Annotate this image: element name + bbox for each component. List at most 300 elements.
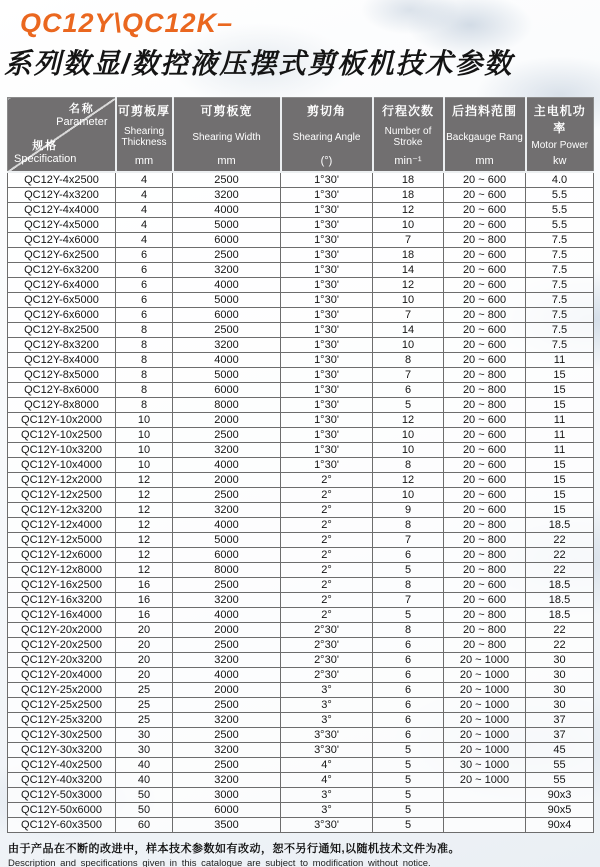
col-header-shearing-thickness [116, 98, 173, 173]
value-cell: 20 [116, 668, 173, 683]
value-cell: 11 [526, 443, 594, 458]
spec-row [8, 503, 594, 518]
value-cell: 3200 [173, 338, 281, 353]
value-cell: 7.5 [526, 278, 594, 293]
value-cell: 22 [526, 623, 594, 638]
value-cell: 20 ~ 1000 [444, 668, 526, 683]
value-cell: 20 ~ 1000 [444, 683, 526, 698]
value-cell: 8 [116, 338, 173, 353]
value-cell: 5 [373, 398, 444, 413]
value-cell: 20 ~ 600 [444, 263, 526, 278]
value-cell: 3200 [173, 773, 281, 788]
model-cell: QC12Y-6x3200 [8, 263, 116, 278]
model-cell: QC12Y-50x6000 [8, 803, 116, 818]
model-cell: QC12Y-12x6000 [8, 548, 116, 563]
value-cell: 1°30' [281, 278, 373, 293]
col-3-cn: 行程次数 [381, 104, 434, 118]
model-cell: QC12Y-50x3000 [8, 788, 116, 803]
value-cell: 18.5 [526, 578, 594, 593]
value-cell: 14 [373, 263, 444, 278]
value-cell: 2° [281, 473, 373, 488]
value-cell: 60 [116, 818, 173, 833]
value-cell: 8 [116, 398, 173, 413]
spec-row [8, 172, 594, 188]
value-cell: 12 [373, 278, 444, 293]
value-cell: 3° [281, 698, 373, 713]
value-cell: 2500 [173, 638, 281, 653]
spec-row [8, 698, 594, 713]
value-cell: 20 ~ 800 [444, 638, 526, 653]
model-cell: QC12Y-4x2500 [8, 172, 116, 188]
col-1-cn: 可剪板宽 [200, 104, 253, 118]
spec-row [8, 443, 594, 458]
value-cell: 3200 [173, 713, 281, 728]
model-cell: QC12Y-10x2000 [8, 413, 116, 428]
col-3-unit: min⁻¹ [394, 155, 422, 167]
value-cell: 4000 [173, 668, 281, 683]
value-cell: 20 ~ 1000 [444, 743, 526, 758]
value-cell: 20 ~ 600 [444, 293, 526, 308]
corner-specification-en: Specification [14, 153, 77, 165]
spec-row [8, 233, 594, 248]
value-cell: 18.5 [526, 518, 594, 533]
value-cell: 1°30' [281, 383, 373, 398]
value-cell: 3°30' [281, 728, 373, 743]
model-cell: QC12Y-10x4000 [8, 458, 116, 473]
model-cell: QC12Y-12x3200 [8, 503, 116, 518]
value-cell: 7 [373, 593, 444, 608]
value-cell: 20 ~ 600 [444, 188, 526, 203]
value-cell: 18.5 [526, 593, 594, 608]
value-cell: 8000 [173, 563, 281, 578]
value-cell: 20 [116, 653, 173, 668]
value-cell: 90x4 [526, 818, 594, 833]
spec-row [8, 683, 594, 698]
value-cell: 7.5 [526, 248, 594, 263]
corner-parameter-en: Parameter [56, 116, 108, 128]
value-cell: 10 [373, 428, 444, 443]
value-cell: 15 [526, 458, 594, 473]
value-cell: 7.5 [526, 323, 594, 338]
value-cell: 25 [116, 713, 173, 728]
value-cell: 4 [116, 233, 173, 248]
col-header-shearing-width [173, 98, 281, 173]
spec-row [8, 758, 594, 773]
value-cell: 20 [116, 623, 173, 638]
value-cell: 20 ~ 600 [444, 578, 526, 593]
value-cell: 4000 [173, 458, 281, 473]
value-cell: 20 ~ 600 [444, 172, 526, 188]
value-cell: 10 [116, 443, 173, 458]
model-cell: QC12Y-16x4000 [8, 608, 116, 623]
value-cell: 10 [373, 293, 444, 308]
spec-row [8, 668, 594, 683]
value-cell: 4 [116, 218, 173, 233]
value-cell: 30 [116, 743, 173, 758]
value-cell: 10 [373, 443, 444, 458]
value-cell: 8 [373, 353, 444, 368]
corner-specification-label [14, 140, 76, 166]
value-cell: 2500 [173, 172, 281, 188]
value-cell: 20 ~ 600 [444, 248, 526, 263]
model-cell: QC12Y-10x3200 [8, 443, 116, 458]
col-4-unit: mm [475, 155, 494, 167]
model-cell: QC12Y-8x5000 [8, 368, 116, 383]
value-cell: 18 [373, 188, 444, 203]
value-cell: 6000 [173, 803, 281, 818]
value-cell: 2°30' [281, 668, 373, 683]
value-cell: 20 ~ 800 [444, 563, 526, 578]
value-cell: 7.5 [526, 233, 594, 248]
value-cell: 5 [373, 743, 444, 758]
spec-row [8, 383, 594, 398]
value-cell: 20 ~ 1000 [444, 728, 526, 743]
value-cell: 3°30' [281, 743, 373, 758]
spec-row [8, 338, 594, 353]
value-cell: 2500 [173, 323, 281, 338]
value-cell: 2°30' [281, 638, 373, 653]
value-cell: 15 [526, 398, 594, 413]
value-cell: 12 [116, 518, 173, 533]
value-cell: 8 [373, 518, 444, 533]
value-cell: 6000 [173, 383, 281, 398]
value-cell: 6 [116, 293, 173, 308]
value-cell: 6 [373, 698, 444, 713]
value-cell: 10 [116, 458, 173, 473]
model-cell: QC12Y-12x2500 [8, 488, 116, 503]
value-cell: 5.5 [526, 203, 594, 218]
spec-row [8, 788, 594, 803]
value-cell: 2° [281, 518, 373, 533]
value-cell: 12 [116, 488, 173, 503]
value-cell: 10 [373, 488, 444, 503]
value-cell: 20 ~ 800 [444, 368, 526, 383]
value-cell: 4000 [173, 353, 281, 368]
spec-table [7, 97, 594, 833]
value-cell: 30 [526, 683, 594, 698]
value-cell: 3° [281, 788, 373, 803]
value-cell: 20 ~ 1000 [444, 713, 526, 728]
value-cell: 16 [116, 593, 173, 608]
value-cell: 18 [373, 248, 444, 263]
value-cell: 55 [526, 758, 594, 773]
value-cell: 20 ~ 600 [444, 323, 526, 338]
model-cell: QC12Y-12x8000 [8, 563, 116, 578]
value-cell: 20 ~ 600 [444, 593, 526, 608]
model-cell: QC12Y-25x2500 [8, 698, 116, 713]
col-5-cn: 主电机功率 [533, 104, 586, 135]
model-cell: QC12Y-20x4000 [8, 668, 116, 683]
value-cell: 20 ~ 800 [444, 533, 526, 548]
col-2-unit: (°) [320, 155, 333, 167]
model-cell: QC12Y-40x3200 [8, 773, 116, 788]
col-0-unit: mm [134, 155, 154, 167]
model-cell: QC12Y-25x2000 [8, 683, 116, 698]
value-cell [444, 788, 526, 803]
spec-row [8, 563, 594, 578]
value-cell: 6 [373, 713, 444, 728]
value-cell: 20 ~ 600 [444, 353, 526, 368]
value-cell: 20 ~ 600 [444, 278, 526, 293]
value-cell: 3200 [173, 443, 281, 458]
value-cell: 2° [281, 578, 373, 593]
value-cell: 4° [281, 773, 373, 788]
footer-note-cn: 由于产品在不断的改进中，样本技术参数如有改动，恕不另行通知,以随机技术文件为准。 [8, 843, 461, 855]
spec-row [8, 488, 594, 503]
value-cell: 20 ~ 600 [444, 503, 526, 518]
model-cell: QC12Y-8x2500 [8, 323, 116, 338]
value-cell: 3°30' [281, 818, 373, 833]
value-cell: 5000 [173, 533, 281, 548]
value-cell: 1°30' [281, 338, 373, 353]
value-cell: 7.5 [526, 293, 594, 308]
model-cell: QC12Y-12x5000 [8, 533, 116, 548]
spec-row [8, 218, 594, 233]
value-cell: 20 ~ 1000 [444, 773, 526, 788]
model-cell: QC12Y-30x3200 [8, 743, 116, 758]
corner-header-cell [8, 98, 116, 173]
spec-table-body [8, 172, 594, 833]
value-cell: 8 [373, 458, 444, 473]
spec-row [8, 353, 594, 368]
page-subtitle: 系列数显/数控液压摆式剪板机技术参数 [4, 48, 514, 79]
value-cell: 1°30' [281, 458, 373, 473]
value-cell: 12 [373, 413, 444, 428]
spec-row [8, 473, 594, 488]
model-cell: QC12Y-40x2500 [8, 758, 116, 773]
model-cell: QC12Y-16x2500 [8, 578, 116, 593]
value-cell: 6000 [173, 548, 281, 563]
col-2-en: Shearing Angle [292, 131, 361, 143]
col-1-en: Shearing Width [192, 131, 261, 143]
value-cell: 20 ~ 600 [444, 218, 526, 233]
value-cell: 3° [281, 683, 373, 698]
value-cell: 30 ~ 1000 [444, 758, 526, 773]
value-cell: 22 [526, 638, 594, 653]
value-cell: 15 [526, 368, 594, 383]
series-title: QC12Y\QC12K– [20, 8, 234, 38]
value-cell: 5 [373, 758, 444, 773]
value-cell: 40 [116, 758, 173, 773]
model-cell: QC12Y-4x6000 [8, 233, 116, 248]
value-cell: 12 [373, 473, 444, 488]
value-cell: 1°30' [281, 203, 373, 218]
value-cell: 20 [116, 638, 173, 653]
value-cell: 1°30' [281, 398, 373, 413]
value-cell: 6000 [173, 308, 281, 323]
value-cell: 1°30' [281, 188, 373, 203]
value-cell [444, 803, 526, 818]
value-cell: 2° [281, 533, 373, 548]
value-cell: 2500 [173, 248, 281, 263]
value-cell: 2° [281, 563, 373, 578]
value-cell: 50 [116, 788, 173, 803]
spec-row [8, 428, 594, 443]
value-cell: 25 [116, 698, 173, 713]
value-cell: 15 [526, 488, 594, 503]
col-5-en: Motor Power [531, 140, 589, 151]
spec-row [8, 548, 594, 563]
value-cell: 20 ~ 800 [444, 608, 526, 623]
value-cell: 5000 [173, 368, 281, 383]
value-cell: 18.5 [526, 608, 594, 623]
spec-row [8, 203, 594, 218]
value-cell: 1°30' [281, 233, 373, 248]
value-cell: 10 [373, 218, 444, 233]
value-cell: 10 [116, 413, 173, 428]
spec-row [8, 653, 594, 668]
value-cell: 5000 [173, 218, 281, 233]
value-cell: 11 [526, 353, 594, 368]
col-header-number-of-stroke [373, 98, 444, 173]
model-cell: QC12Y-6x4000 [8, 278, 116, 293]
value-cell: 20 ~ 800 [444, 308, 526, 323]
value-cell: 3500 [173, 818, 281, 833]
value-cell: 90x3 [526, 788, 594, 803]
spec-row [8, 518, 594, 533]
value-cell: 1°30' [281, 368, 373, 383]
corner-specification-cn: 规格 [32, 140, 59, 152]
value-cell: 6000 [173, 233, 281, 248]
value-cell: 16 [116, 608, 173, 623]
value-cell: 2500 [173, 578, 281, 593]
value-cell: 20 ~ 600 [444, 338, 526, 353]
value-cell: 5.5 [526, 218, 594, 233]
value-cell: 20 ~ 1000 [444, 698, 526, 713]
model-cell: QC12Y-12x2000 [8, 473, 116, 488]
value-cell: 4° [281, 758, 373, 773]
value-cell: 22 [526, 533, 594, 548]
value-cell: 1°30' [281, 263, 373, 278]
value-cell: 8000 [173, 398, 281, 413]
value-cell: 20 ~ 800 [444, 623, 526, 638]
value-cell: 30 [526, 698, 594, 713]
spec-row [8, 458, 594, 473]
value-cell: 1°30' [281, 248, 373, 263]
value-cell: 8 [116, 353, 173, 368]
value-cell: 4000 [173, 518, 281, 533]
model-cell: QC12Y-8x3200 [8, 338, 116, 353]
value-cell: 1°30' [281, 293, 373, 308]
value-cell: 4 [116, 203, 173, 218]
value-cell: 30 [526, 668, 594, 683]
value-cell: 90x5 [526, 803, 594, 818]
value-cell: 6 [373, 638, 444, 653]
spec-row [8, 248, 594, 263]
value-cell: 22 [526, 563, 594, 578]
value-cell: 20 ~ 600 [444, 458, 526, 473]
value-cell: 20 ~ 600 [444, 428, 526, 443]
col-header-motor-power [526, 98, 594, 173]
value-cell: 1°30' [281, 172, 373, 188]
model-cell: QC12Y-60x3500 [8, 818, 116, 833]
value-cell: 4000 [173, 278, 281, 293]
model-cell: QC12Y-12x4000 [8, 518, 116, 533]
value-cell: 5 [373, 773, 444, 788]
value-cell: 6 [116, 248, 173, 263]
corner-parameter-label [56, 103, 107, 129]
value-cell: 4000 [173, 203, 281, 218]
value-cell: 6 [373, 548, 444, 563]
spec-row [8, 803, 594, 818]
spec-row [8, 728, 594, 743]
model-cell: QC12Y-8x8000 [8, 398, 116, 413]
spec-row [8, 638, 594, 653]
value-cell: 30 [526, 653, 594, 668]
value-cell: 18 [373, 172, 444, 188]
model-cell: QC12Y-6x5000 [8, 293, 116, 308]
footer-note [8, 840, 592, 867]
value-cell: 2000 [173, 473, 281, 488]
footer-note-en: Description and specifications given in this catalogue are subject to modification without notice. [8, 858, 431, 867]
value-cell: 20 ~ 600 [444, 203, 526, 218]
value-cell: 1°30' [281, 428, 373, 443]
value-cell: 1°30' [281, 308, 373, 323]
value-cell: 7.5 [526, 263, 594, 278]
value-cell: 8 [373, 578, 444, 593]
model-cell: QC12Y-8x6000 [8, 383, 116, 398]
model-cell: QC12Y-4x5000 [8, 218, 116, 233]
value-cell: 20 ~ 800 [444, 548, 526, 563]
model-cell: QC12Y-6x6000 [8, 308, 116, 323]
value-cell: 10 [373, 338, 444, 353]
spec-row [8, 593, 594, 608]
value-cell: 2°30' [281, 653, 373, 668]
spec-row [8, 188, 594, 203]
value-cell: 6 [116, 278, 173, 293]
value-cell: 11 [526, 428, 594, 443]
value-cell: 6 [373, 683, 444, 698]
value-cell: 1°30' [281, 323, 373, 338]
value-cell: 5 [373, 563, 444, 578]
value-cell: 5 [373, 803, 444, 818]
value-cell: 3000 [173, 788, 281, 803]
value-cell: 55 [526, 773, 594, 788]
value-cell: 11 [526, 413, 594, 428]
value-cell: 20 ~ 600 [444, 413, 526, 428]
model-cell: QC12Y-30x2500 [8, 728, 116, 743]
value-cell: 20 ~ 800 [444, 398, 526, 413]
value-cell: 7 [373, 308, 444, 323]
spec-row [8, 323, 594, 338]
value-cell: 10 [116, 428, 173, 443]
spec-row [8, 773, 594, 788]
value-cell: 2500 [173, 698, 281, 713]
spec-row [8, 623, 594, 638]
spec-row [8, 608, 594, 623]
value-cell: 5 [373, 608, 444, 623]
value-cell: 8 [373, 623, 444, 638]
value-cell: 5000 [173, 293, 281, 308]
value-cell: 3200 [173, 743, 281, 758]
spec-row [8, 263, 594, 278]
value-cell: 8 [116, 383, 173, 398]
value-cell: 2° [281, 548, 373, 563]
spec-row [8, 713, 594, 728]
value-cell: 2500 [173, 758, 281, 773]
value-cell: 15 [526, 473, 594, 488]
value-cell: 7.5 [526, 338, 594, 353]
value-cell: 2000 [173, 623, 281, 638]
col-1-unit: mm [217, 155, 236, 167]
value-cell: 16 [116, 578, 173, 593]
model-cell: QC12Y-4x3200 [8, 188, 116, 203]
col-header-shearing-angle [281, 98, 373, 173]
model-cell: QC12Y-20x3200 [8, 653, 116, 668]
spec-row [8, 818, 594, 833]
model-cell: QC12Y-4x4000 [8, 203, 116, 218]
col-2-cn: 剪切角 [306, 104, 346, 118]
